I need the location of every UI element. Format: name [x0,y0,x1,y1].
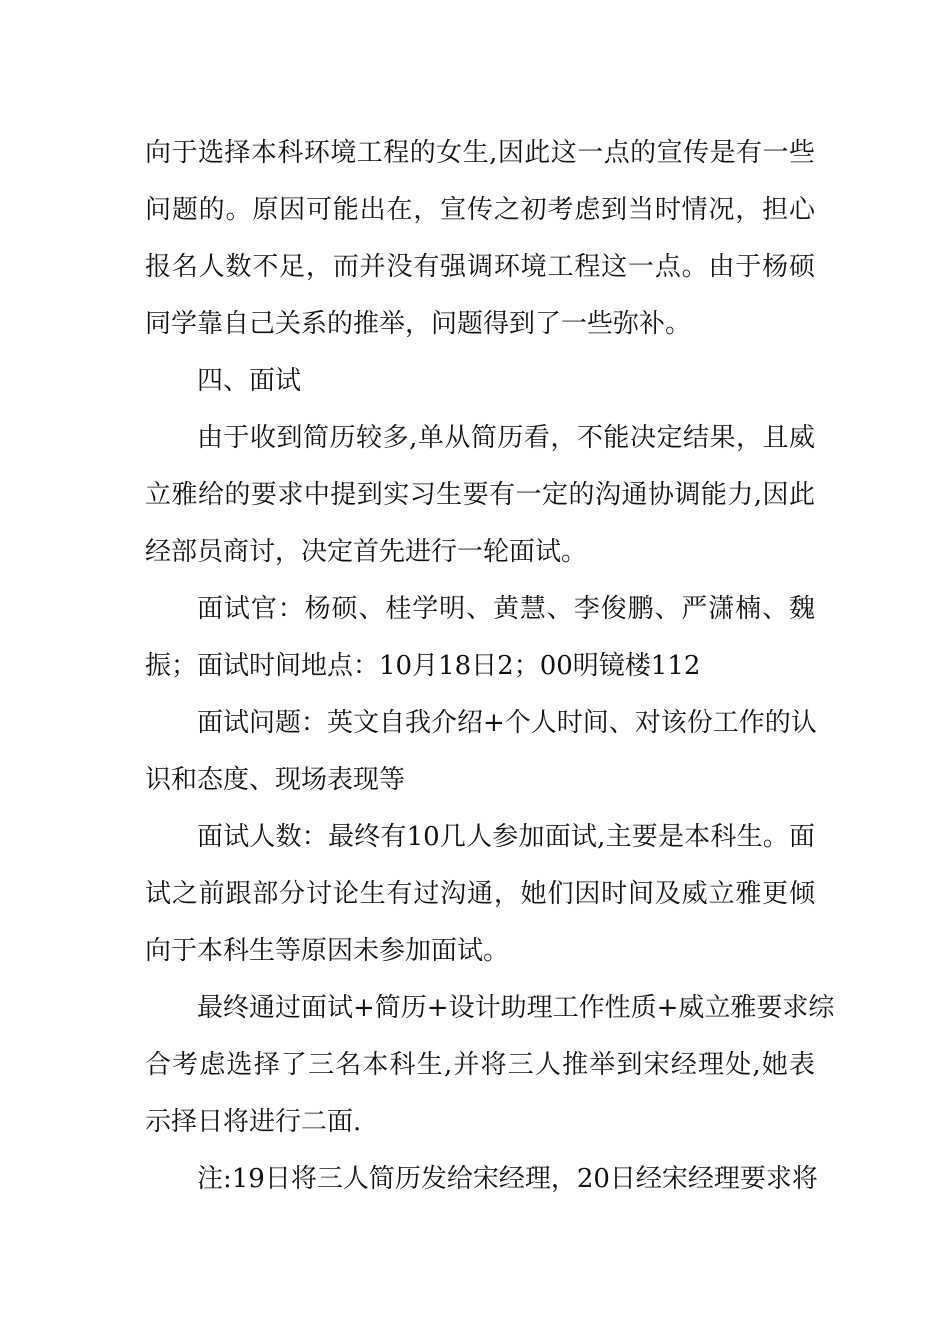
text-line: 立雅给的要求中提到实习生要有一定的沟通协调能力,因此 [145,480,815,510]
text-line: 注:19日将三人简历发给宋经理，20日经宋经理要求将 [197,1164,818,1194]
text-line: 报名人数不足，而并没有强调环境工程这一点。由于杨硕 [145,252,815,282]
text-line: 试之前跟部分讨论生有过沟通，她们因时间及威立雅更倾 [145,879,815,909]
text-line: 识和态度、现场表现等 [145,765,406,795]
section-heading: 四、面试 [197,366,302,396]
text-line: 面试人数：最终有10几人参加面试,主要是本科生。面 [197,822,815,852]
text-line: 最终通过面试+简历+设计助理工作性质+威立雅要求综 [197,993,835,1023]
text-line: 经部员商讨，决定首先进行一轮面试。 [145,537,588,567]
text-line: 向于本科生等原因未参加面试。 [145,936,510,966]
text-line: 合考虑选择了三名本科生,并将三人推举到宋经理处,她表 [145,1050,815,1080]
text-line: 问题的。原因可能出在，宣传之初考虑到当时情况，担心 [145,195,815,225]
text-line: 振；面试时间地点：10月18日2；00明镜楼112 [145,651,701,681]
text-line: 向于选择本科环境工程的女生,因此这一点的宣传是有一些 [145,138,815,168]
text-line: 面试官：杨硕、桂学明、黄慧、李俊鹏、严潇楠、魏 [197,594,815,624]
text-line: 由于收到简历较多,单从简历看，不能决定结果，且威 [197,423,815,453]
text-line: 面试问题：英文自我介绍+个人时间、对该份工作的认 [197,708,817,738]
text-line: 同学靠自己关系的推举，问题得到了一些弥补。 [145,309,692,339]
text-line: 示择日将进行二面. [145,1107,362,1137]
